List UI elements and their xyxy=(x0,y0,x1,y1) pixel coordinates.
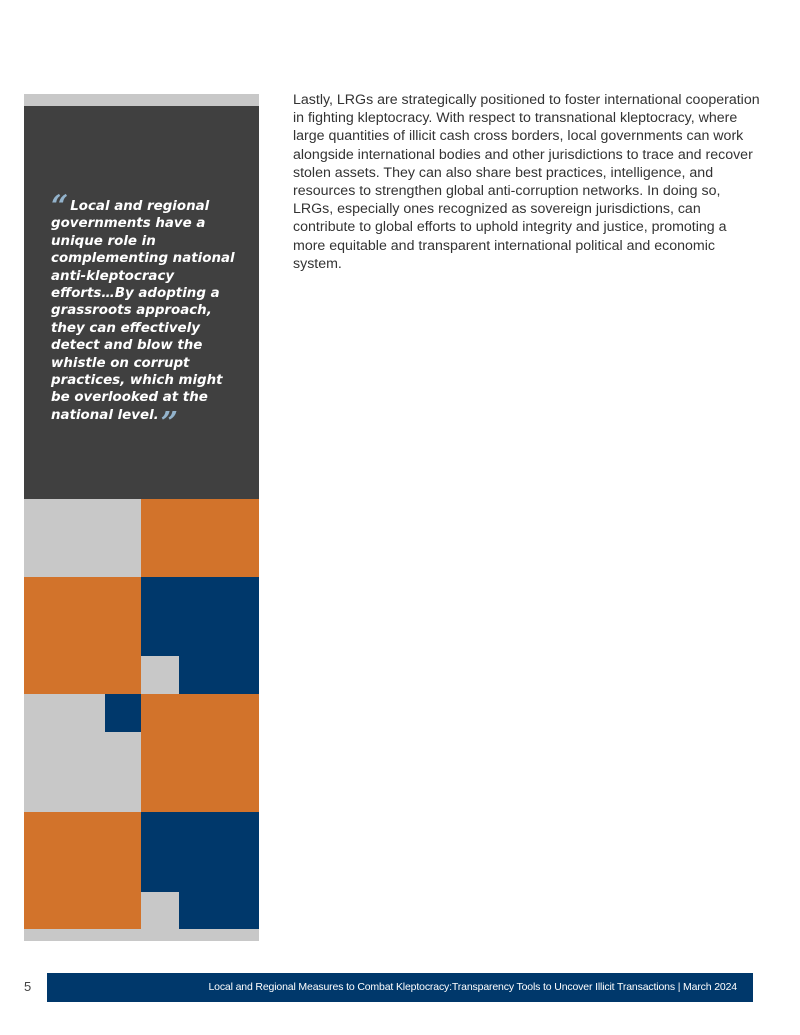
mosaic-tile xyxy=(141,694,259,812)
mosaic-tile xyxy=(24,499,141,577)
sidebar-top-strip xyxy=(24,94,259,106)
body-paragraph: Lastly, LRGs are strategically positioned to foster international cooperation in fighting kleptocracy. With respect to transnational kleptocracy, where large quantities of illicit cash cross borders, local governments can work alongside international bodies and other jurisdictions to trace and recover stolen assets. They can also share best practices, intelligence, and resources to strengthen global anti-corruption networks. In doing so, LRGs, especially ones recognized as sovereign jurisdictions, can contribute to global efforts to uphold integrity and justice, promoting a more equitable and transparent international political and economic system. xyxy=(293,92,760,272)
footer-bar xyxy=(47,973,753,1002)
footer-text: Local and Regional Measures to Combat Kleptocracy:Transparency Tools to Uncover Illicit Transactions | March 2024 xyxy=(208,981,737,993)
mosaic-tile xyxy=(141,499,259,577)
open-quote-icon: “ xyxy=(51,189,69,224)
close-quote-icon: ” xyxy=(160,405,179,441)
sidebar-graphic xyxy=(24,94,259,941)
mosaic-tile xyxy=(24,577,141,694)
mosaic-tile xyxy=(141,892,179,929)
mosaic-tile xyxy=(24,929,259,941)
pull-quote-text: Local and regional governments have a unique role in complementing national anti-kleptocracy efforts…By adopting a grassroots approach, they can effectively detect and blow the whistle on corrupt practices, which might be overlooked at the national level. xyxy=(51,199,235,423)
mosaic-tile xyxy=(24,812,141,929)
mosaic-tile xyxy=(105,694,141,732)
mosaic-tile xyxy=(141,656,179,694)
page-number: 5 xyxy=(24,979,32,994)
decorative-mosaic xyxy=(24,499,259,941)
pull-quote xyxy=(51,189,236,441)
pull-quote-panel xyxy=(24,106,259,499)
